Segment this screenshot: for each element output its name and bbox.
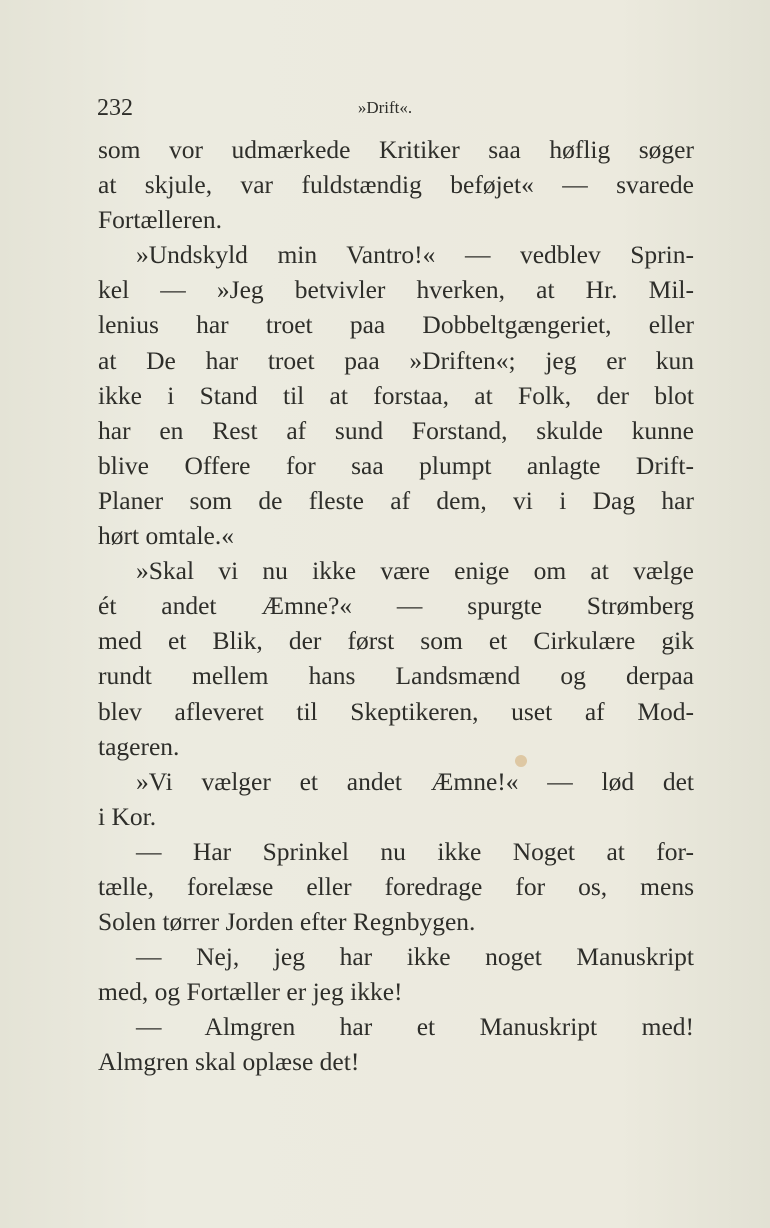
text-line: Almgren skal oplæse det!: [98, 1047, 360, 1077]
text-line: Fortælleren.: [98, 205, 222, 235]
text-line: med et Blik, der først som et Cirkulære gik: [98, 626, 694, 656]
text-line: rundt mellem hans Landsmænd og derpaa: [98, 661, 694, 691]
text-line: i Kor.: [98, 801, 157, 831]
text-line: tageren.: [98, 731, 180, 761]
body-text: [98, 132, 694, 1080]
text-line: — Har Sprinkel nu ikke Noget at for-: [136, 836, 694, 866]
text-line: som vor udmærkede Kritiker saa høflig søger: [98, 135, 694, 164]
text-line: at skjule, var fuldstændig beføjet« — svarede: [98, 170, 694, 200]
text-line: Solen tørrer Jorden efter Regnbygen.: [98, 907, 476, 937]
text-line: har en Rest af sund Forstand, skulde kunne: [98, 415, 694, 445]
text-line: — Almgren har et Manuskript med!: [136, 1012, 694, 1042]
text-line: hørt omtale.«: [98, 521, 234, 551]
text-line: ét andet Æmne?« — spurgte Strømberg: [98, 591, 694, 621]
text-line: — Nej, jeg har ikke noget Manuskript: [136, 942, 694, 972]
text-line: blev afleveret til Skeptikeren, uset af Mod-: [98, 696, 694, 726]
stain-mark: [515, 755, 527, 767]
text-line: »Vi vælger et andet Æmne!« — lød det: [136, 766, 694, 796]
text-line: blive Offere for saa plumpt anlagte Drift-: [98, 450, 694, 480]
text-line: »Skal vi nu ikke være enige om at vælge: [136, 556, 694, 586]
text-line: kel — »Jeg betvivler hverken, at Hr. Mil-: [98, 275, 694, 305]
text-line: lenius har troet paa Dobbeltgængeriet, eller: [98, 310, 694, 340]
text-line: »Undskyld min Vantro!« — vedblev Sprin-: [136, 240, 694, 270]
running-title: »Drift«.: [357, 98, 413, 117]
page-number: 232: [97, 95, 133, 121]
text-line: tælle, forelæse eller foredrage for os, mens: [98, 871, 694, 901]
text-line: ikke i Stand til at forstaa, at Folk, der blot: [98, 380, 694, 410]
text-line: Planer som de fleste af dem, vi i Dag har: [98, 485, 694, 515]
text-line: med, og Fortæller er jeg ikke!: [98, 977, 403, 1007]
text-line: at De har troet paa »Driften«; jeg er kun: [98, 345, 694, 375]
